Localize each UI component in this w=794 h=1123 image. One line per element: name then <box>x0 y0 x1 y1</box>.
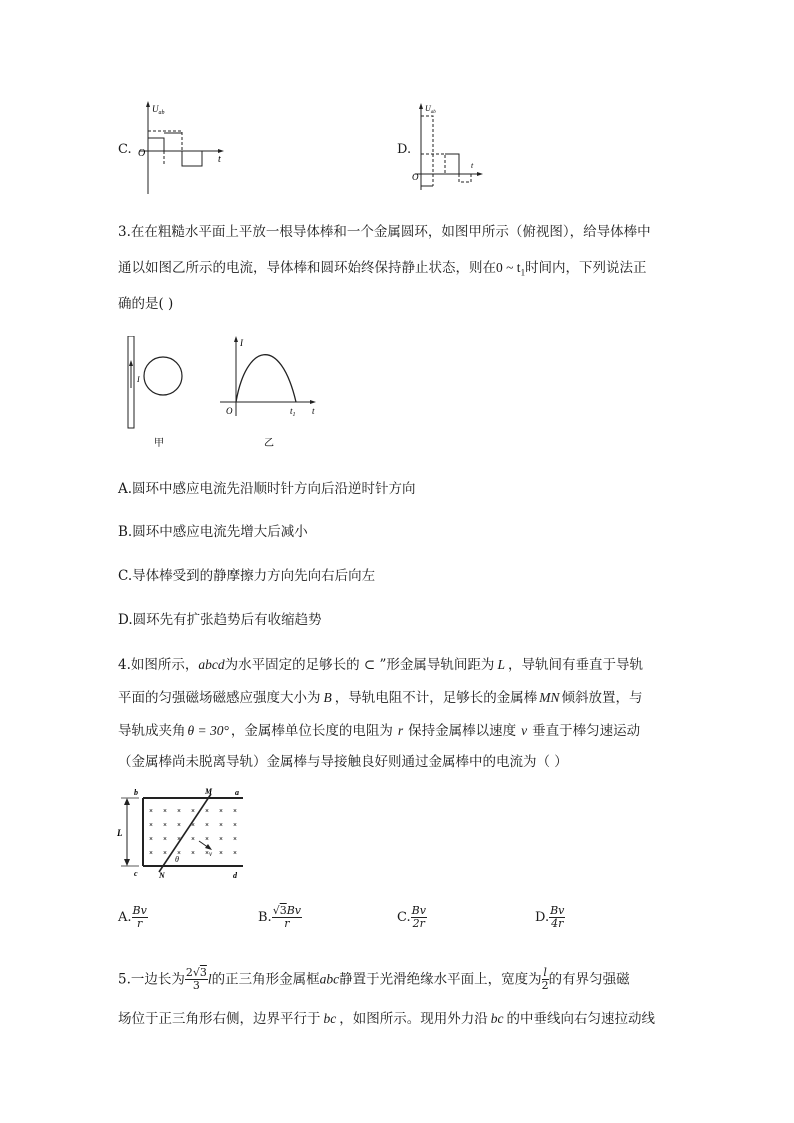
figure-yi-caption: 乙 <box>264 438 274 449</box>
graph-y-label: I <box>240 338 243 348</box>
option-c-x-axis-label: t <box>218 154 221 165</box>
q3-current-graph <box>220 334 322 454</box>
graph-origin: O <box>226 406 233 416</box>
field-cross-mark: × <box>219 821 223 829</box>
q2-option-d[interactable] <box>397 102 497 192</box>
graph-t1-label: $t_1$ <box>290 406 296 418</box>
q4-option-d[interactable]: D. $\frac{Bv}{4r}$ <box>535 904 565 930</box>
q5-line-1: 5.一边长为 $\frac{2√3}{3}$ l的正三角形金属框abc静置于光滑绝缘水平面上，宽度为 $\frac{l}{2}$ 的有界匀强磁 <box>118 966 630 992</box>
field-cross-mark: × <box>205 807 209 815</box>
q4-line-2: 平面的匀强磁场磁感应强度大小为 B ，导轨电阻不计，足够长的金属棒 MN 倾斜放置，与 <box>118 690 643 706</box>
field-cross-mark: × <box>191 835 195 843</box>
time-range: 0 ~ $t_1$ <box>496 260 526 278</box>
q4-option-c[interactable]: C. $\frac{Bv}{2r}$ <box>397 904 426 930</box>
fig-a-label: a <box>235 788 239 797</box>
q3-line-3: 确的是( ) <box>118 296 174 312</box>
q4-option-b[interactable]: B. $\frac{√3Bv}{r}$ <box>258 904 302 930</box>
fig-N-label: N <box>159 871 165 880</box>
field-cross-mark: × <box>149 821 153 829</box>
option-d-label: D. <box>397 142 412 157</box>
field-cross-mark: × <box>205 835 209 843</box>
option-c-y-axis-label: $U_{ab}$ <box>152 104 165 116</box>
option-c-graph <box>136 100 228 196</box>
field-cross-mark: × <box>163 849 167 857</box>
field-cross-mark: × <box>205 821 209 829</box>
field-cross-mark: × <box>149 835 153 843</box>
field-cross-mark: × <box>233 849 237 857</box>
fig-c-label: c <box>134 869 138 878</box>
field-cross-mark: × <box>191 821 195 829</box>
field-cross-mark: × <box>219 849 223 857</box>
field-cross-mark: × <box>233 821 237 829</box>
q4-line-1: 4.如图所示，abcd为水平固定的足够长的 ⊂ ”形金属导轨间距为 L ，导轨间有垂直于导轨 <box>118 657 643 673</box>
field-cross-mark: × <box>219 835 223 843</box>
option-c-origin: O <box>138 148 146 159</box>
fig-theta-label: θ <box>175 855 179 864</box>
q3-line-1: 3.在在粗糙水平面上平放一根导体棒和一个金属圆环，如图甲所示（俯视图），给导体棒中 <box>118 224 651 240</box>
field-cross-mark: × <box>163 807 167 815</box>
graph-x-label: t <box>312 406 315 416</box>
field-cross-mark: × <box>233 807 237 815</box>
option-d-origin: O <box>412 172 419 182</box>
field-cross-mark: × <box>149 807 153 815</box>
q5-line-2: 场位于正三角形右侧，边界平行于 bc ，如图所示。现用外力沿 bc 的中垂线向右匀速拉动线 <box>118 1011 655 1027</box>
option-d-graph <box>411 102 487 192</box>
option-c-label: C. <box>118 142 132 157</box>
q4-option-a[interactable]: A. $\frac{Bv}{r}$ <box>118 904 147 930</box>
q3-figure-rod-and-ring <box>124 336 190 454</box>
field-cross-mark: × <box>191 807 195 815</box>
q4-line-3: 导轨成夹角 θ = 30° ，金属棒单位长度的电阻为 r 保持金属棒以速度 v 垂直于棒匀速运动 <box>118 723 641 739</box>
q4-line-4: （金属棒尚未脱离导轨）金属棒与导接触良好则通过金属棒中的电流为（ ） <box>118 754 568 770</box>
fig-L-label: L <box>117 828 123 838</box>
option-d-x-axis-label: t <box>471 161 474 170</box>
field-cross-mark: × <box>205 849 209 857</box>
q2-option-c[interactable] <box>118 100 228 196</box>
side-length-fraction: $\frac{2√3}{3}$ <box>185 966 207 992</box>
field-cross-mark: × <box>149 849 153 857</box>
rod-current-label: I <box>137 375 140 384</box>
option-d-y-axis-label: $U_{ab}$ <box>425 104 436 115</box>
q3-option-b[interactable]: B.圆环中感应电流先增大后减小 <box>118 524 308 540</box>
q3-line-2: 通以如图乙所示的电流，导体棒和圆环始终保持静止状态，则在0 ~ $t_1$时间内，下列说法正 <box>118 260 647 278</box>
field-cross-mark: × <box>177 835 181 843</box>
fig-d-label: d <box>233 871 237 880</box>
field-cross-mark: × <box>219 807 223 815</box>
q3-option-c[interactable]: C.导体棒受到的静摩擦力方向先向右后向左 <box>118 568 376 584</box>
field-cross-mark: × <box>191 849 195 857</box>
fig-v-label: v <box>209 850 213 858</box>
q4-rail-figure <box>115 788 255 880</box>
field-cross-mark: × <box>163 835 167 843</box>
field-cross-mark: × <box>177 807 181 815</box>
field-cross-mark: × <box>177 821 181 829</box>
q3-option-a[interactable]: A.圆环中感应电流先沿顺时针方向后沿逆时针方向 <box>118 481 416 497</box>
magnetic-field-crosses <box>149 807 237 857</box>
fig-M-label: M <box>205 788 213 796</box>
field-cross-mark: × <box>163 821 167 829</box>
fig-b-label: b <box>134 788 138 797</box>
field-width-fraction: $\frac{l}{2}$ <box>541 966 549 992</box>
q3-option-d[interactable]: D.圆环先有扩张趋势后有收缩趋势 <box>118 612 322 628</box>
figure-jia-caption: 甲 <box>154 438 164 449</box>
field-cross-mark: × <box>177 849 181 857</box>
field-cross-mark: × <box>233 835 237 843</box>
